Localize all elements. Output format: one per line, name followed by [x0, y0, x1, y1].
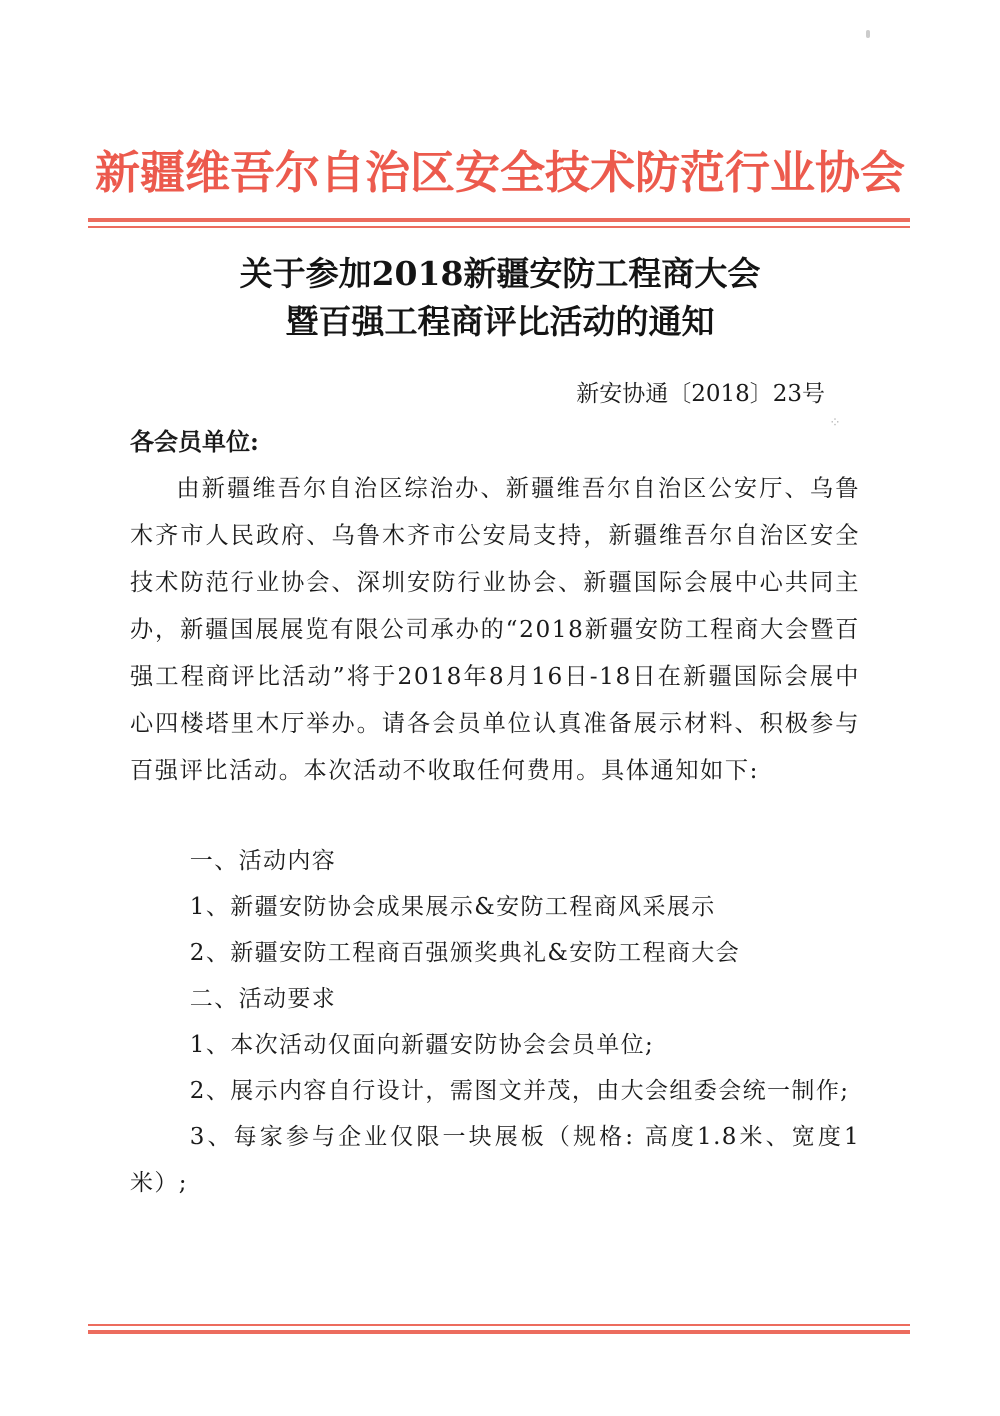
notice-title-line-1: 关于参加2018新疆安防工程商大会 — [239, 254, 761, 293]
list-item: 2、新疆安防工程商百强颁奖典礼&安防工程商大会 — [189, 940, 741, 966]
letterhead-org-name: 新疆维吾尔自治区安全技术防范行业协会 — [94, 146, 905, 199]
list-item: 2、展示内容自行设计，需图文并茂，由大会组委会统一制作; — [189, 1078, 850, 1104]
section-heading-content: 一、活动内容 — [189, 848, 337, 874]
document-number: 新安协通〔2018〕23号 — [576, 381, 825, 407]
letterhead-rule-thin — [88, 226, 910, 228]
section-heading-requirements: 二、活动要求 — [189, 986, 337, 1012]
list-item: 1、本次活动仅面向新疆安防协会会员单位; — [189, 1032, 655, 1058]
salutation: 各会员单位: — [130, 427, 259, 456]
list-item: 3、每家参与企业仅限一块展板（规格: 高度1.8米、宽度1米）; — [130, 1124, 860, 1196]
list-item: 1、新疆安防协会成果展示&安防工程商风采展示 — [189, 894, 716, 920]
notice-items-list — [130, 838, 860, 1206]
scan-speck — [866, 30, 870, 38]
notice-title-line-2: 暨百强工程商评比活动的通知 — [285, 302, 715, 341]
notice-body-paragraph: 由新疆维吾尔自治区综治办、新疆维吾尔自治区公安厅、乌鲁木齐市人民政府、乌鲁木齐市公安局支持，新疆维吾尔自治区安全技术防范行业协会、深圳安防行业协会、新疆国际会展中心共同主办，新疆国展展览有限公司承办的“2018新疆安防工程商大会暨百强工程商评比活动”将于2018年8月16日-18日在新疆国际会展中心四楼塔里木厅举办。请各会员单位认真准备展示材料、积极参与百强评比活动。本次活动不收取任何费用。具体通知如下: — [130, 475, 860, 784]
footer-rule-thin — [88, 1324, 910, 1326]
footer-rule-thick — [88, 1330, 910, 1334]
letterhead-rule-thick — [88, 218, 910, 222]
scan-mark: ⁘ — [829, 415, 841, 431]
